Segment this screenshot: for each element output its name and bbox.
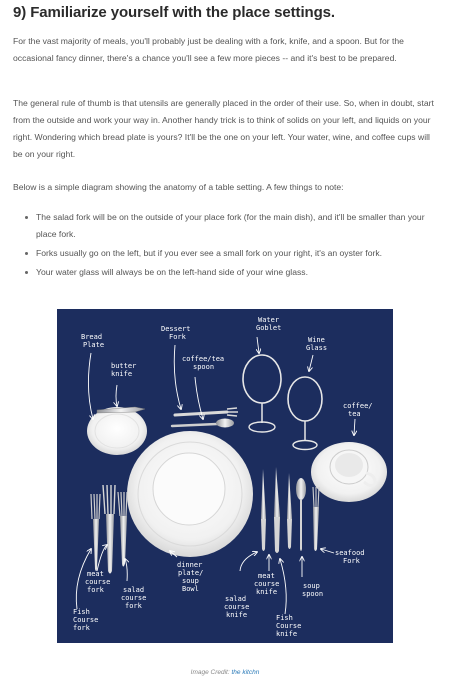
label-butter-knife: butter knife xyxy=(111,362,137,378)
paragraph-intro: For the vast majority of meals, you'll probably just be dealing with a fork, knife, and a spoon. But for the occasional fancy dinner, there's a chance you'll see a few more pieces -- and it's best to be prepared. xyxy=(13,36,404,63)
coffee-cup xyxy=(311,442,387,502)
credit-link[interactable]: the kitchn xyxy=(231,669,260,676)
list-item: Forks usually go on the left, but if you ever see a small fork on your right, it's an oyster fork. xyxy=(24,245,434,262)
dinner-plate xyxy=(127,431,253,557)
bread-plate xyxy=(87,407,147,455)
label-fish-course-knife: Fish Course knife xyxy=(276,614,302,638)
label-seafood-fork: seafood Fork xyxy=(335,549,365,565)
label-salad-course-knife: salad course knife xyxy=(224,595,250,619)
bullet-icon xyxy=(25,252,28,255)
label-dessert-fork: Dessert Fork xyxy=(161,325,191,341)
label-fish-course-fork: Fish Course fork xyxy=(73,608,99,632)
table-setting-diagram xyxy=(57,309,393,643)
paragraph-diagram-intro: Below is a simple diagram showing the anatomy of a table setting. A few things to note: xyxy=(13,182,344,192)
label-bread-plate: Bread Plate xyxy=(81,333,105,349)
label-coffee-tea-spoon: coffee/tea spoon xyxy=(182,355,225,371)
list-item: Your water glass will always be on the left-hand side of your wine glass. xyxy=(24,264,434,281)
label-salad-course-fork: salad course fork xyxy=(121,586,147,610)
label-coffee-tea: coffee/ tea xyxy=(343,402,373,418)
image-credit: Image Credit: the kitchn xyxy=(190,669,260,676)
label-dinner-plate: dinner plate/ soup Bowl xyxy=(177,561,204,593)
label-wine-glass: Wine Glass xyxy=(306,336,328,352)
section-heading: 9) Familiarize yourself with the place settings. xyxy=(13,4,335,21)
bullet-icon xyxy=(25,216,28,219)
bullet-icon xyxy=(25,271,28,274)
label-soup-spoon: soup spoon xyxy=(302,582,324,598)
notes-list xyxy=(24,209,434,283)
label-water-goblet: Water Goblet xyxy=(256,316,282,332)
label-meat-course-knife: meat course knife xyxy=(254,572,280,596)
label-meat-course-fork: meat course fork xyxy=(85,570,111,594)
list-item: The salad fork will be on the outside of your place fork (for the main dish), and it'll be smaller than your place fork. xyxy=(24,209,434,243)
paragraph-rule-of-thumb: The general rule of thumb is that utensils are generally placed in the order of their use. So, when in doubt, start from the outside and work your way in. Another handy trick is to think of solids on your left, and liquids on your right. Wondering which bread plate is yours? It'll be the one on your left. Your water, wine, and coffee cups will be on your right. xyxy=(13,98,434,159)
